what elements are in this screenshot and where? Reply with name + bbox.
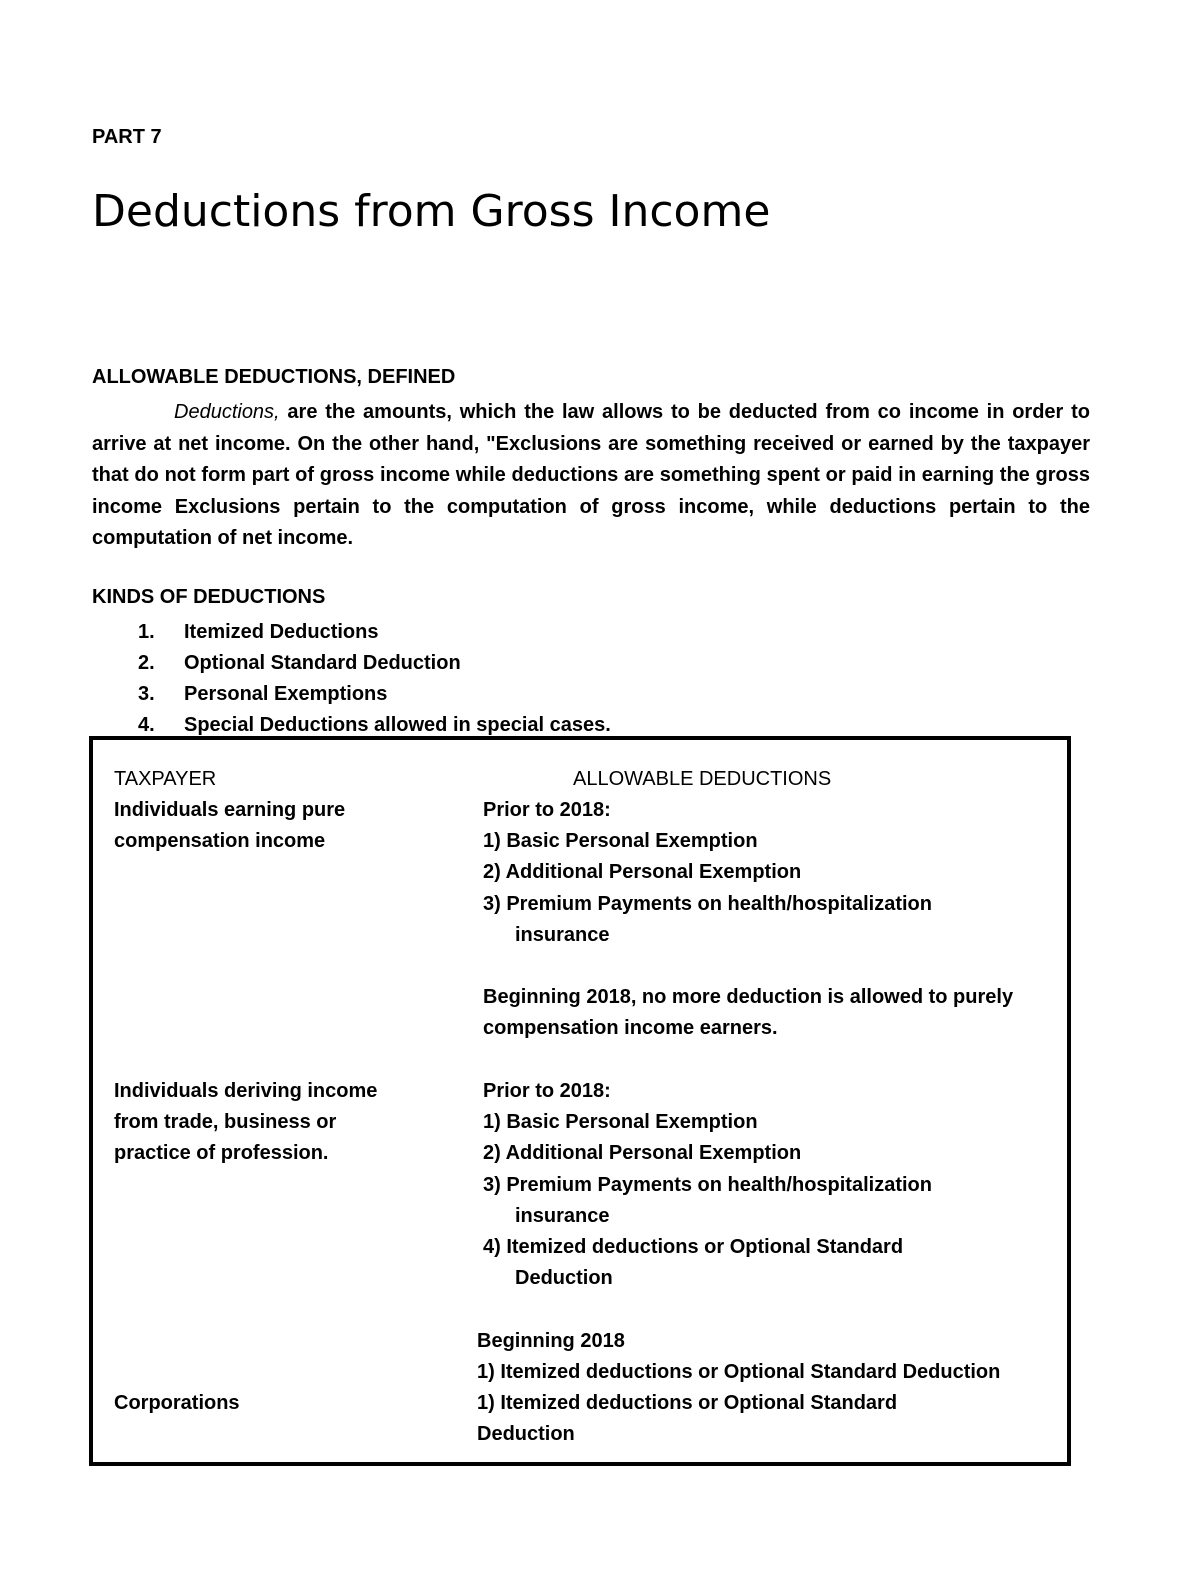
definition-body: are the amounts, which the law allows to be deducted from co income in order to arrive at net income. On the other hand, "Exclusions are something received or earned by the taxpayer that do not form part of gross income while deductions are something spent or paid in earning the gross income Exclusions pertain to the computation of gross income, while deductions pertain to the computation of net income.	[92, 401, 1090, 549]
row2-taxpayer: Individuals deriving income from trade, business or practice of profession.	[114, 1080, 378, 1165]
part-label: PART 7	[92, 126, 162, 148]
page-title: Deductions from Gross Income	[92, 186, 771, 237]
list-item: 3. Personal Exemptions	[138, 683, 388, 705]
row1-taxpayer: Individuals earning pure compensation income	[114, 799, 346, 853]
row3-taxpayer: Corporations	[114, 1392, 240, 1414]
list-item: 2. Optional Standard Deduction	[138, 652, 461, 674]
kinds-heading: KINDS OF DEDUCTIONS	[92, 586, 326, 608]
italic-term: Deductions,	[174, 401, 280, 423]
definition-paragraph	[92, 397, 1090, 555]
header-taxpayer: TAXPAYER	[114, 768, 217, 790]
deductions-table	[89, 736, 1071, 1466]
list-item: 1. Itemized Deductions	[138, 621, 379, 643]
row1-deductions: Prior to 2018: 1) Basic Personal Exemption 2) Additional Personal Exemption 3) Premium Payments on health/hospitalization insurance Beginning 2018, no more deduction is allowed to purely compensation income earners.	[483, 799, 1014, 1040]
row2-beginning-2018: Beginning 2018 1) Itemized deductions or Optional Standard Deduction	[477, 1330, 1001, 1384]
header-allowable-deductions: ALLOWABLE DEDUCTIONS	[573, 768, 832, 790]
row2-deductions: Prior to 2018: 1) Basic Personal Exemption 2) Additional Personal Exemption 3) Premium Payments on health/hospitalization insurance 4) Itemized deductions or Optional Standard Deduction	[483, 1080, 932, 1290]
defined-heading: ALLOWABLE DEDUCTIONS, DEFINED	[92, 366, 456, 388]
list-item: 4. Special Deductions allowed in special cases.	[138, 714, 611, 736]
kinds-list	[138, 617, 611, 741]
row3-deductions: 1) Itemized deductions or Optional Standard Deduction	[477, 1392, 898, 1446]
